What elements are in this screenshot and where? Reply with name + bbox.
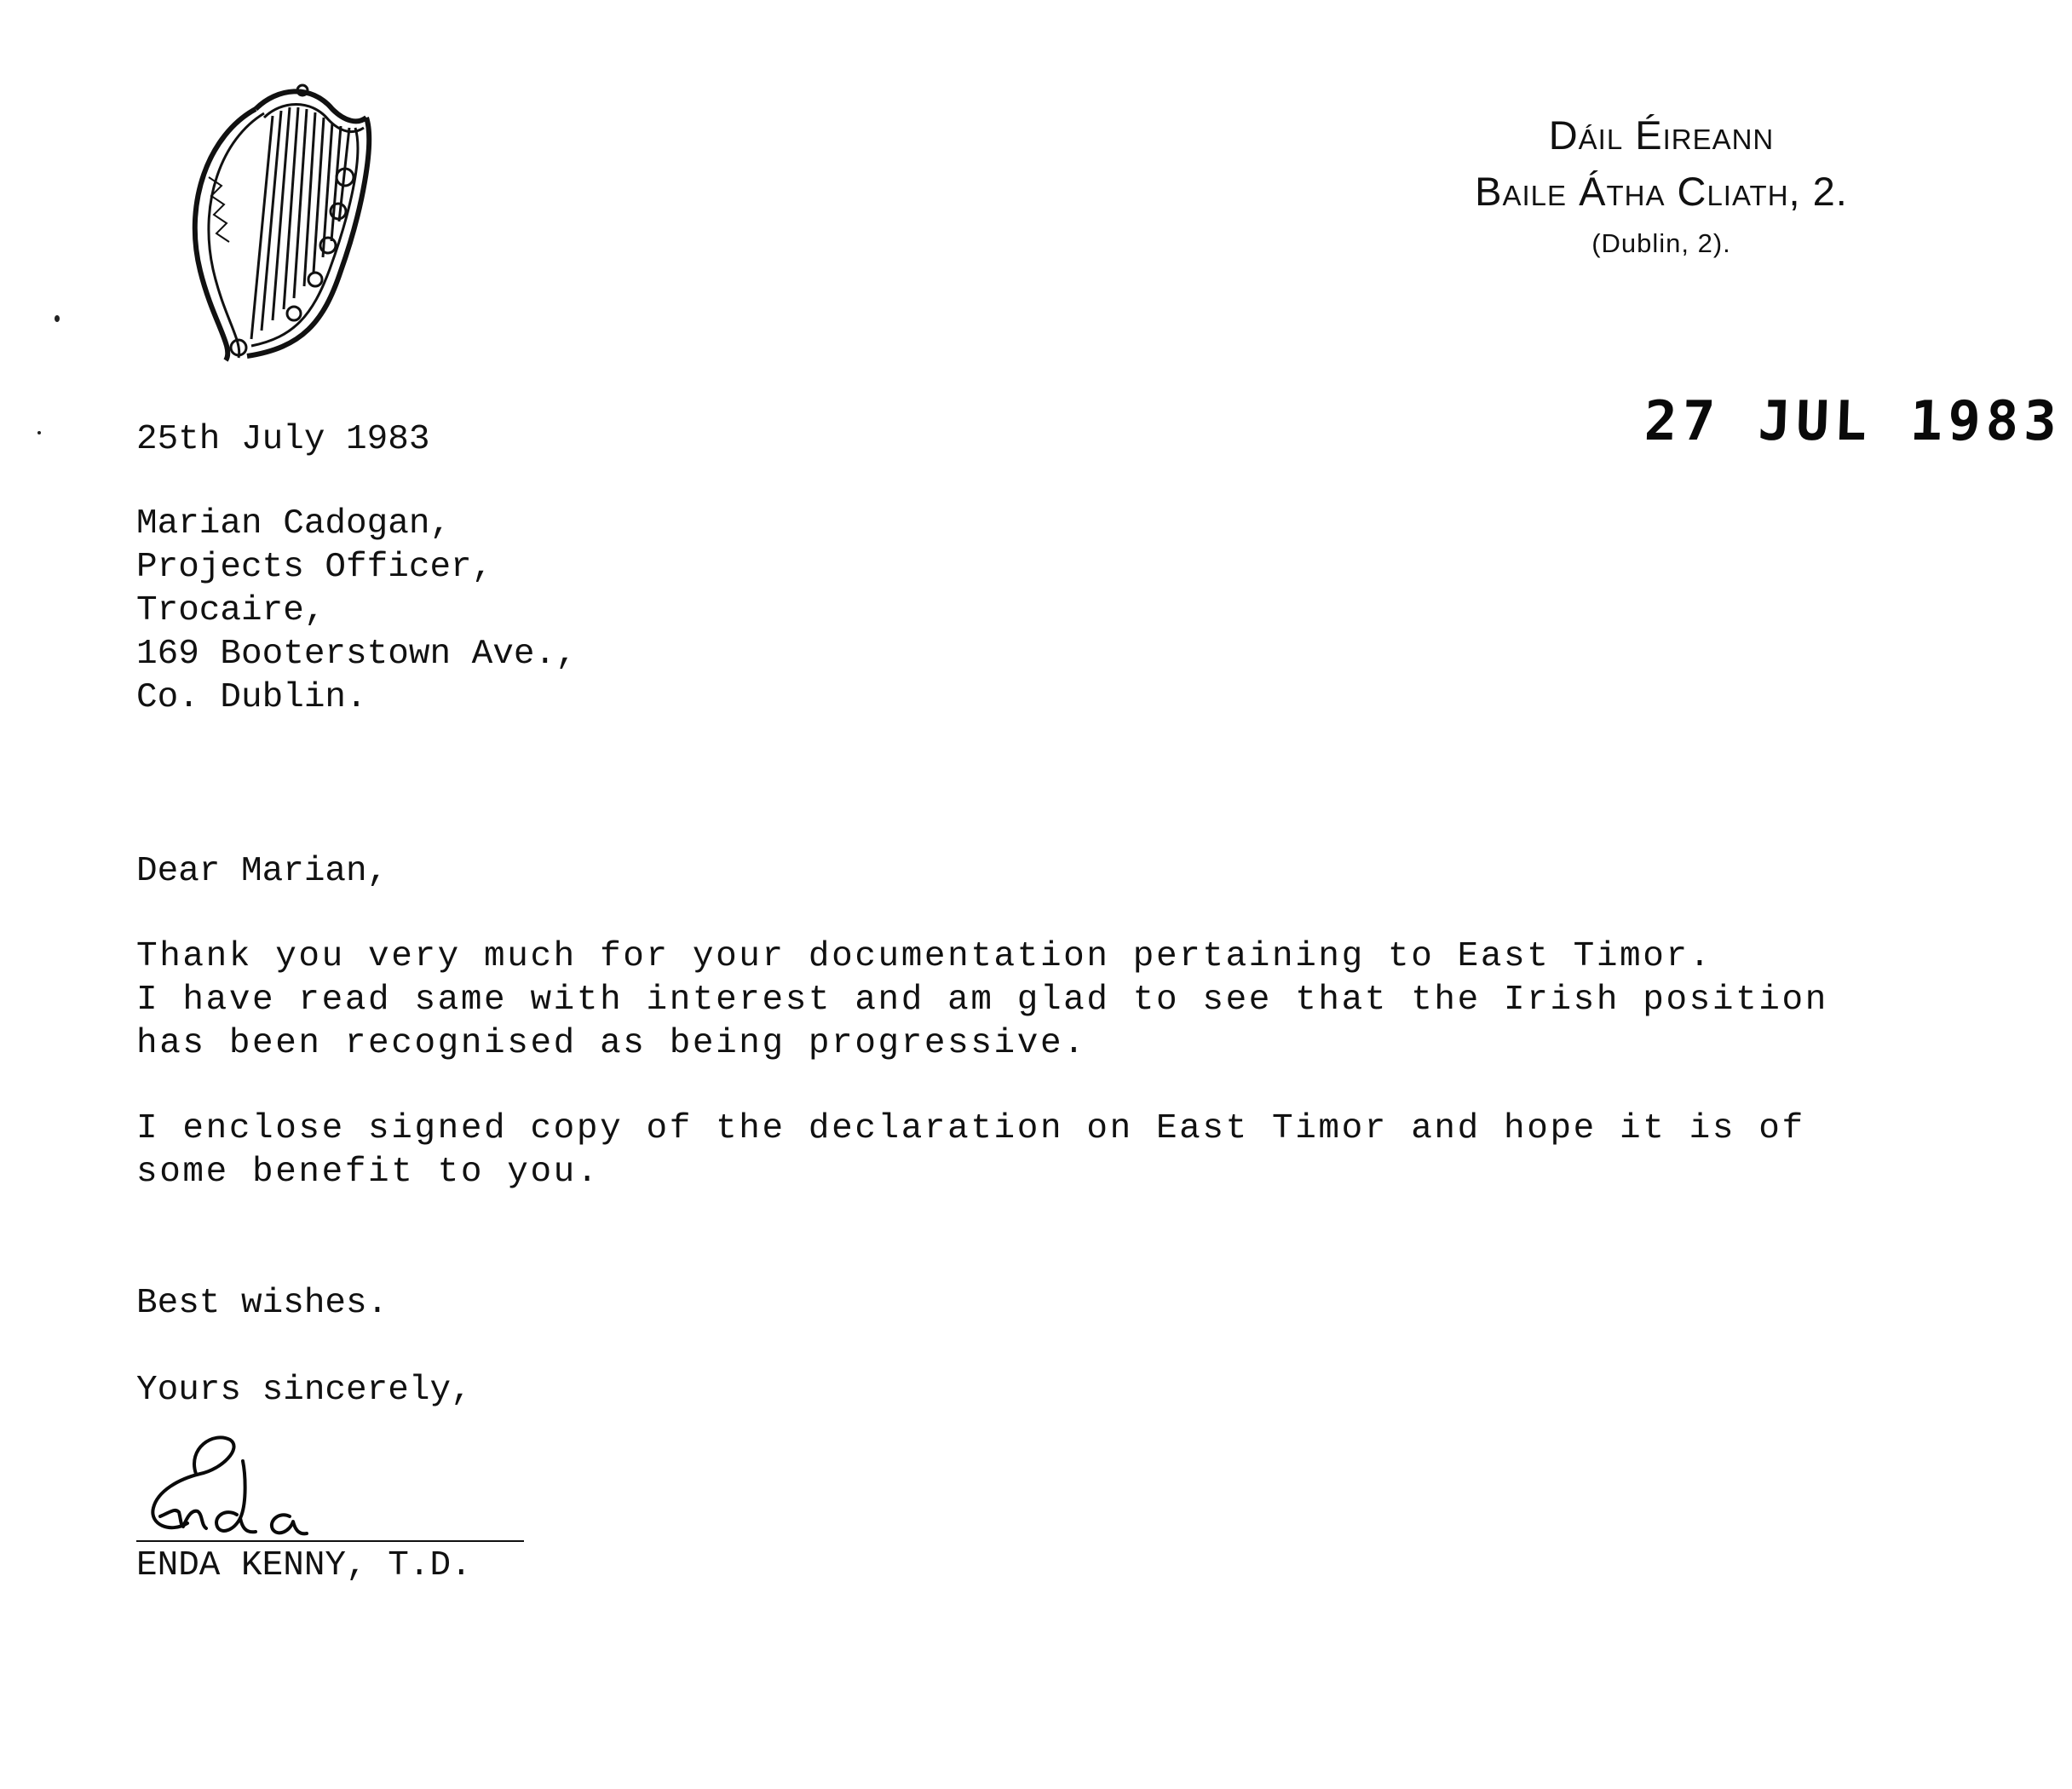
- signer-name: ENDA KENNY, T.D.: [136, 1546, 472, 1585]
- letterhead-address: Baile Átha Cliath, 2.: [1475, 169, 1848, 214]
- valediction: Yours sincerely,: [136, 1371, 472, 1410]
- salutation: Dear Marian,: [136, 852, 388, 891]
- recipient-address: [136, 503, 577, 720]
- body-line: some benefit to you.: [136, 1153, 601, 1192]
- body-line: Thank you very much for your documentation pertaining to East Timor.: [136, 937, 1712, 976]
- letterhead-address-english: (Dublin, 2).: [1591, 228, 1731, 258]
- recipient-address-line: 169 Booterstown Ave.,: [136, 635, 577, 674]
- harp-emblem: [175, 75, 388, 369]
- stray-mark: [55, 315, 60, 322]
- body-line: I enclose signed copy of the declaration on East Timor and hope it is of: [136, 1109, 1805, 1148]
- handwritten-signature: [136, 1423, 528, 1550]
- letterhead: [1397, 107, 1925, 262]
- recipient-address-line: Trocaire,: [136, 591, 325, 630]
- recipient-address-line: Co. Dublin.: [136, 678, 367, 717]
- received-date-stamp: 27 JUL 1983: [1643, 390, 2063, 453]
- body-paragraph: [136, 1107, 1805, 1194]
- recipient-address-line: Projects Officer,: [136, 548, 493, 587]
- signature-line: [136, 1540, 524, 1542]
- letter-date: 25th July 1983: [136, 420, 430, 459]
- closing: Best wishes.: [136, 1284, 388, 1323]
- body-line: has been recognised as being progressive.: [136, 1024, 1087, 1063]
- recipient-address-line: Marian Cadogan,: [136, 504, 452, 544]
- stray-mark: [37, 431, 41, 434]
- body-line: I have read same with interest and am glad to see that the Irish position: [136, 981, 1828, 1020]
- letterhead-title: Dáil Éireann: [1548, 112, 1775, 158]
- body-paragraph: [136, 935, 1828, 1066]
